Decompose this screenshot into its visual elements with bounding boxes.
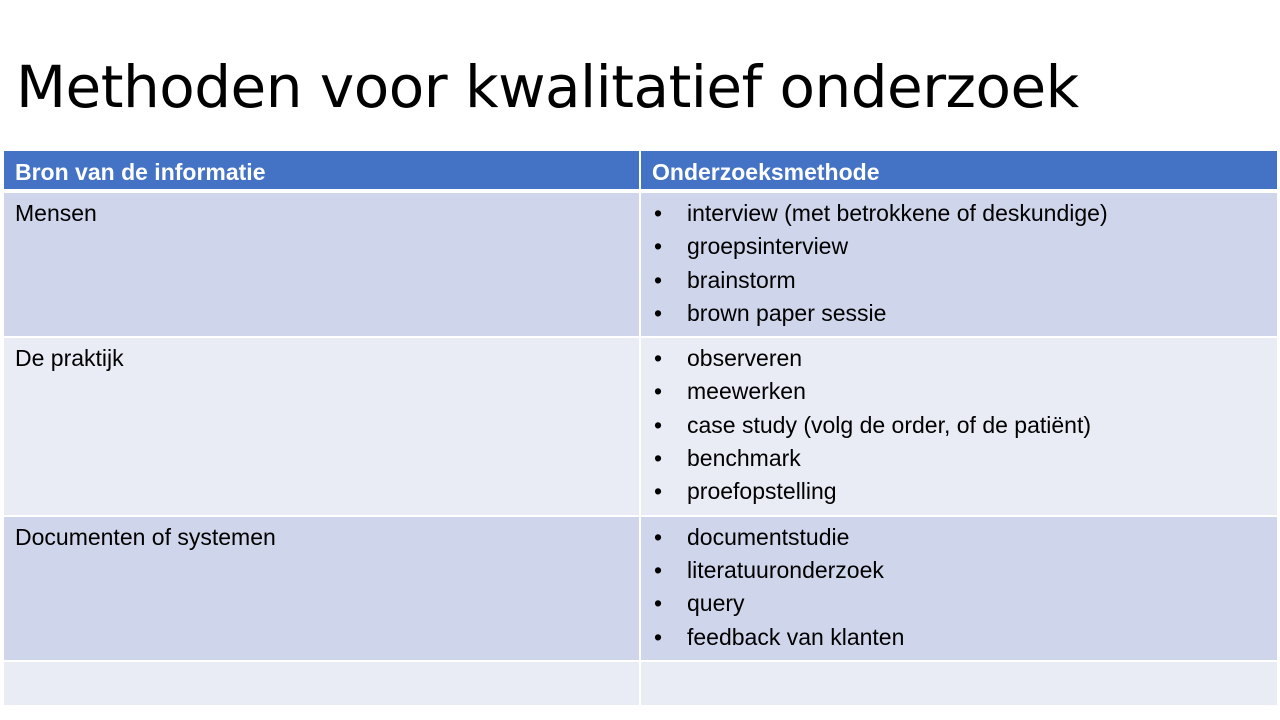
- list-item: [652, 554, 1267, 587]
- table-header-row: [4, 151, 1277, 191]
- method-label: brainstorm: [687, 266, 796, 293]
- empty-cell: [640, 661, 1277, 706]
- bullet-icon: •: [653, 266, 663, 293]
- list-item: [652, 521, 1267, 554]
- methods-list: [652, 521, 1267, 654]
- method-label: literatuuronderzoek: [687, 556, 884, 583]
- bullet-icon: •: [653, 445, 663, 472]
- table-row-empty: [4, 661, 1277, 706]
- table-row: [4, 516, 1277, 661]
- methods-list: [652, 342, 1267, 508]
- table-row: [4, 191, 1277, 337]
- bullet-icon: •: [653, 590, 663, 617]
- method-label: proefopstelling: [687, 478, 837, 505]
- list-item: [652, 375, 1267, 408]
- methods-cell: [640, 337, 1277, 515]
- method-label: observeren: [687, 345, 803, 372]
- bullet-icon: •: [653, 345, 663, 372]
- list-item: [652, 442, 1267, 475]
- methods-cell: [640, 516, 1277, 661]
- methods-cell: [640, 191, 1277, 337]
- bullet-icon: •: [653, 478, 663, 505]
- source-cell: Mensen: [4, 191, 640, 337]
- list-item: [652, 475, 1267, 508]
- method-label: interview (met betrokkene of deskundige): [687, 200, 1108, 226]
- list-item: [652, 197, 1267, 230]
- list-item: [652, 409, 1267, 442]
- list-item: [652, 297, 1267, 330]
- bullet-icon: •: [653, 623, 663, 650]
- method-label: case study (volg de order, of de patiënt): [687, 411, 1092, 438]
- methods-table-container: [4, 151, 1277, 707]
- method-label: groepsinterview: [687, 233, 849, 260]
- empty-cell: [4, 661, 640, 706]
- method-label: feedback van klanten: [687, 623, 905, 650]
- method-label: query: [687, 590, 745, 617]
- methods-list: [652, 197, 1267, 330]
- bullet-icon: •: [653, 378, 663, 405]
- header-method: Onderzoeksmethode: [640, 151, 1277, 191]
- method-label: meewerken: [687, 378, 806, 405]
- slide-title: Methoden voor kwalitatief onderzoek: [16, 53, 1079, 121]
- method-label: documentstudie: [687, 523, 850, 550]
- list-item: [652, 342, 1267, 375]
- source-cell: Documenten of systemen: [4, 516, 640, 661]
- method-label: benchmark: [687, 445, 801, 472]
- method-label: brown paper sessie: [687, 299, 887, 326]
- bullet-icon: •: [653, 523, 663, 550]
- bullet-icon: •: [653, 556, 663, 583]
- header-source: Bron van de informatie: [4, 151, 640, 191]
- bullet-icon: •: [653, 200, 663, 226]
- list-item: [652, 230, 1267, 263]
- methods-table: [4, 151, 1277, 707]
- bullet-icon: •: [653, 233, 663, 260]
- table-row: [4, 337, 1277, 515]
- list-item: [652, 264, 1267, 297]
- list-item: [652, 587, 1267, 620]
- bullet-icon: •: [653, 411, 663, 438]
- source-cell: De praktijk: [4, 337, 640, 515]
- bullet-icon: •: [653, 299, 663, 326]
- list-item: [652, 621, 1267, 654]
